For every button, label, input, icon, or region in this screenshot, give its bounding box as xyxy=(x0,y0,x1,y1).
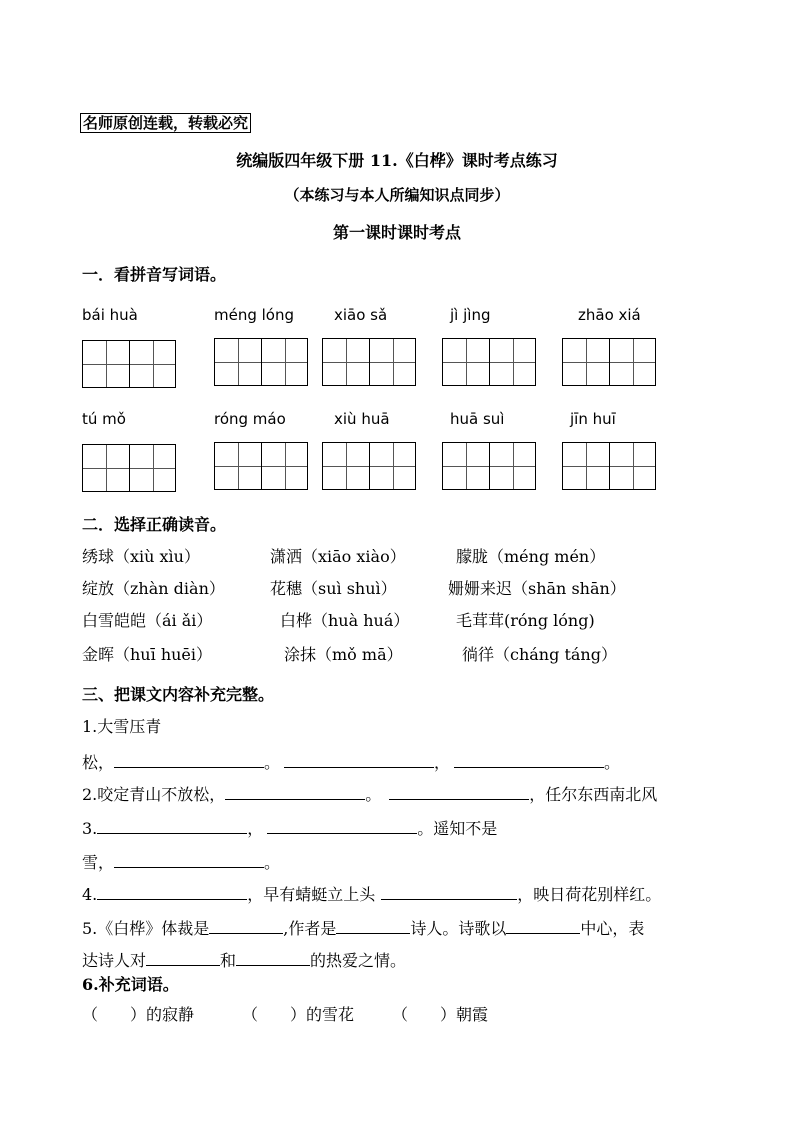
pinyin-label: zhāo xiá xyxy=(578,306,641,324)
reading-choice[interactable]: 涂抹（mǒ mā） xyxy=(284,645,403,664)
reading-choice[interactable]: 朦胧（méng mén） xyxy=(456,547,606,566)
q6-item[interactable]: （ ）的寂静 xyxy=(82,1005,195,1024)
q2-tail: ，任尔东西南北风 xyxy=(529,785,658,804)
answer-blank[interactable] xyxy=(146,951,220,966)
section3-heading: 三、把课文内容补充完整。 xyxy=(82,685,275,704)
answer-blank[interactable] xyxy=(381,885,517,900)
q4-line xyxy=(82,882,661,905)
reading-choice[interactable]: 姗姗来迟（shān shān） xyxy=(448,579,626,598)
answer-blank[interactable] xyxy=(389,785,529,800)
q5-text: 5.《白桦》体裁是 xyxy=(82,919,210,938)
q5-text: 达诗人对 xyxy=(82,951,147,970)
page-title: 统编版四年级下册 11.《白桦》课时考点练习 xyxy=(236,151,558,170)
answer-blank[interactable] xyxy=(454,753,604,768)
pinyin-label: róng máo xyxy=(214,410,286,428)
q5-text: 中心，表 xyxy=(580,919,645,938)
pinyin-label: bái huà xyxy=(82,306,138,324)
q2-line xyxy=(82,782,657,805)
reading-choice[interactable]: 白桦（huà huá） xyxy=(280,611,410,630)
q1-lead: 松， xyxy=(82,753,115,772)
answer-blank[interactable] xyxy=(97,885,247,900)
answer-blank[interactable] xyxy=(114,753,264,768)
pinyin-label: xiāo sǎ xyxy=(334,306,388,324)
writing-grid[interactable] xyxy=(214,338,308,386)
punct: ， xyxy=(434,753,451,772)
pinyin-label: jīn huī xyxy=(570,410,616,428)
writing-grid[interactable] xyxy=(442,338,536,386)
reading-choice[interactable]: 绽放（zhàn diàn） xyxy=(82,579,225,598)
punct: 。 xyxy=(264,853,281,872)
writing-grid[interactable] xyxy=(82,444,176,492)
reading-choice[interactable]: 花穗（suì shuì） xyxy=(270,579,397,598)
q3b-line xyxy=(82,850,280,873)
q4-tail: ，映日荷花别样红。 xyxy=(517,885,662,904)
q3-line xyxy=(82,816,497,839)
writing-grid[interactable] xyxy=(562,338,656,386)
answer-blank[interactable] xyxy=(506,919,580,934)
answer-blank[interactable] xyxy=(336,919,410,934)
writing-grid[interactable] xyxy=(214,442,308,490)
reading-choice[interactable]: 潇洒（xiāo xiào） xyxy=(270,547,406,566)
pinyin-label: jì jìng xyxy=(450,306,491,324)
answer-blank[interactable] xyxy=(236,951,310,966)
q5-text: 的热爱之情。 xyxy=(310,951,407,970)
writing-grid[interactable] xyxy=(442,442,536,490)
section1-heading: 一．看拼音写词语。 xyxy=(82,265,227,284)
q1-line xyxy=(82,750,620,773)
page-subtitle: （本练习与本人所编知识点同步） xyxy=(284,186,510,204)
q5-line-2 xyxy=(82,948,406,971)
q3-lead: 3. xyxy=(82,819,98,838)
reading-choice[interactable]: 金晖（huī huēi） xyxy=(82,645,213,664)
q6-item[interactable]: （ ）的雪花 xyxy=(242,1005,355,1024)
answer-blank[interactable] xyxy=(97,819,247,834)
q1-text: 1.大雪压青 xyxy=(82,717,162,736)
pinyin-label: méng lóng xyxy=(214,306,295,324)
q5-text: ,作者是 xyxy=(283,919,337,938)
lesson-title: 第一课时课时考点 xyxy=(332,223,461,242)
answer-blank[interactable] xyxy=(284,753,434,768)
reading-choice[interactable]: 徜徉（cháng táng） xyxy=(462,645,617,664)
reading-choice[interactable]: 绣球（xiù xìu） xyxy=(82,547,200,566)
q6-item[interactable]: （ ）朝霞 xyxy=(392,1005,489,1024)
writing-grid[interactable] xyxy=(562,442,656,490)
punct: 。 xyxy=(264,753,281,772)
copyright-notice: 名师原创连载，转载必究 xyxy=(80,113,251,133)
answer-blank[interactable] xyxy=(267,819,417,834)
pinyin-label: huā suì xyxy=(450,410,505,428)
answer-blank[interactable] xyxy=(114,853,264,868)
answer-blank[interactable] xyxy=(225,785,365,800)
punct: ， xyxy=(247,819,264,838)
writing-grid[interactable] xyxy=(322,442,416,490)
q2-lead: 2.咬定青山不放松， xyxy=(82,785,226,804)
answer-blank[interactable] xyxy=(209,919,283,934)
q5-text: 和 xyxy=(220,951,237,970)
punct: 。 xyxy=(365,785,382,804)
q5-line-1 xyxy=(82,916,644,939)
q4-lead: 4. xyxy=(82,885,98,904)
q5-text: 诗人。诗歌以 xyxy=(410,919,507,938)
reading-choice[interactable]: 白雪皑皑（ái ǎi） xyxy=(82,611,213,630)
pinyin-label: xiù huā xyxy=(334,410,390,428)
punct: 。 xyxy=(604,753,621,772)
q3b-lead: 雪， xyxy=(82,853,115,872)
q4-mid: ，早有蜻蜓立上头 xyxy=(247,885,376,904)
reading-choice[interactable]: 毛茸茸(róng lóng) xyxy=(456,611,595,630)
q6-heading: 6.补充词语。 xyxy=(82,975,179,994)
q3-mid: 。遥知不是 xyxy=(417,819,498,838)
section2-heading: 二．选择正确读音。 xyxy=(82,515,227,534)
pinyin-label: tú mǒ xyxy=(82,410,126,428)
writing-grid[interactable] xyxy=(322,338,416,386)
writing-grid[interactable] xyxy=(82,340,176,388)
